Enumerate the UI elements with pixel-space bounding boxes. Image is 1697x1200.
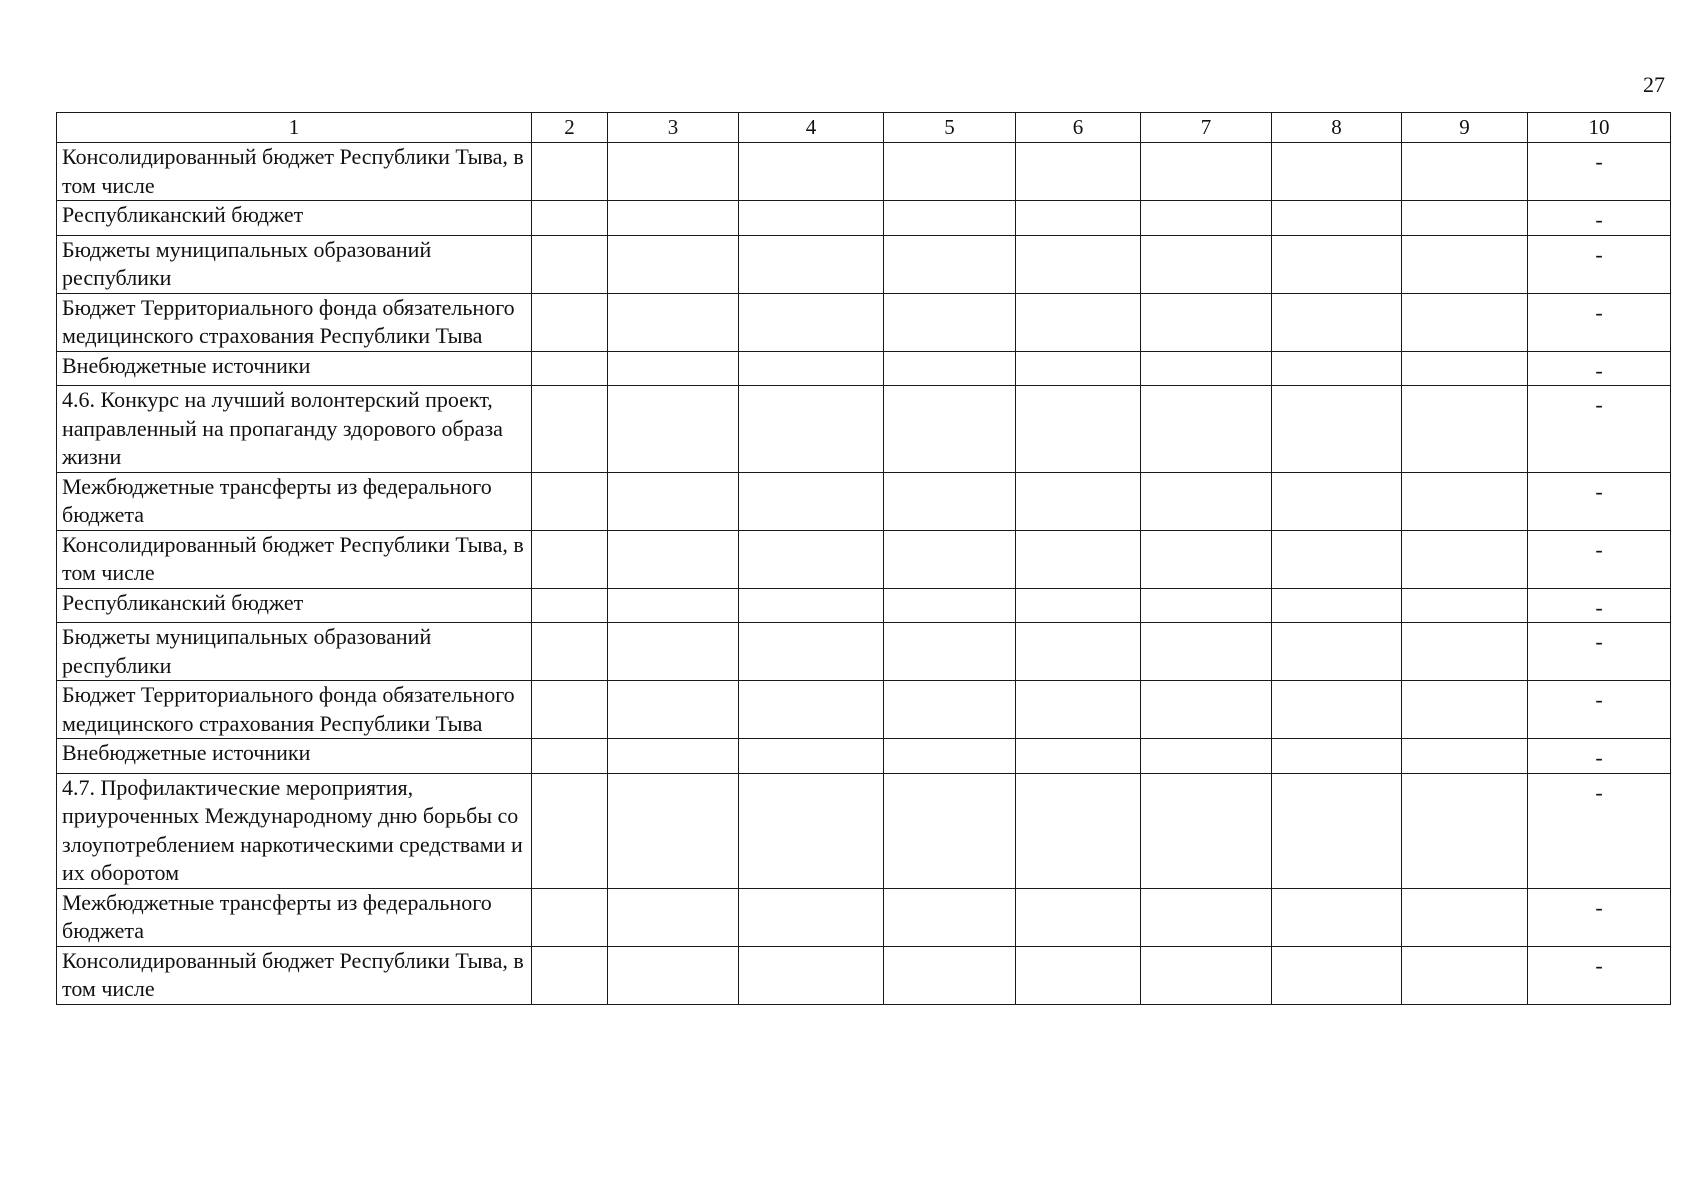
empty-cell bbox=[884, 623, 1016, 681]
empty-cell bbox=[532, 386, 608, 473]
column-10-value: - bbox=[1528, 530, 1671, 588]
empty-cell bbox=[1272, 773, 1402, 888]
empty-cell bbox=[739, 530, 884, 588]
column-10-value: - bbox=[1528, 588, 1671, 623]
empty-cell bbox=[1141, 739, 1272, 774]
column-10-value: - bbox=[1528, 888, 1671, 946]
column-10-value: - bbox=[1528, 739, 1671, 774]
column-header-4: 4 bbox=[739, 113, 884, 143]
empty-cell bbox=[608, 888, 739, 946]
empty-cell bbox=[884, 588, 1016, 623]
empty-cell bbox=[1272, 588, 1402, 623]
empty-cell bbox=[1141, 143, 1272, 201]
empty-cell bbox=[1272, 623, 1402, 681]
empty-cell bbox=[1272, 946, 1402, 1004]
empty-cell bbox=[739, 293, 884, 351]
row-label: Консолидированный бюджет Республики Тыва, в том числе bbox=[57, 946, 532, 1004]
row-label: Бюджеты муниципальных образований республики bbox=[57, 235, 532, 293]
empty-cell bbox=[739, 681, 884, 739]
empty-cell bbox=[1402, 739, 1528, 774]
row-label: 4.7. Профилактические мероприятия, приуроченных Международному дню борьбы со злоупотреблением наркотическими средствами и их оборотом bbox=[57, 773, 532, 888]
column-10-value: - bbox=[1528, 472, 1671, 530]
empty-cell bbox=[1402, 472, 1528, 530]
table-row bbox=[57, 143, 1671, 201]
empty-cell bbox=[1272, 681, 1402, 739]
column-header-10: 10 bbox=[1528, 113, 1671, 143]
row-label: Консолидированный бюджет Республики Тыва, в том числе bbox=[57, 530, 532, 588]
table-row bbox=[57, 681, 1671, 739]
empty-cell bbox=[739, 623, 884, 681]
empty-cell bbox=[532, 946, 608, 1004]
empty-cell bbox=[1016, 201, 1141, 236]
empty-cell bbox=[1016, 588, 1141, 623]
empty-cell bbox=[532, 530, 608, 588]
column-10-value: - bbox=[1528, 201, 1671, 236]
empty-cell bbox=[608, 143, 739, 201]
empty-cell bbox=[532, 143, 608, 201]
empty-cell bbox=[532, 681, 608, 739]
empty-cell bbox=[1141, 351, 1272, 386]
column-10-value: - bbox=[1528, 386, 1671, 473]
empty-cell bbox=[1141, 201, 1272, 236]
empty-cell bbox=[884, 773, 1016, 888]
empty-cell bbox=[1402, 623, 1528, 681]
row-label: Внебюджетные источники bbox=[57, 739, 532, 774]
row-label: Бюджет Территориального фонда обязательного медицинского страхования Республики Тыва bbox=[57, 293, 532, 351]
empty-cell bbox=[1272, 739, 1402, 774]
empty-cell bbox=[1272, 530, 1402, 588]
empty-cell bbox=[1141, 588, 1272, 623]
header-row bbox=[57, 113, 1671, 143]
empty-cell bbox=[884, 293, 1016, 351]
column-10-value: - bbox=[1528, 235, 1671, 293]
empty-cell bbox=[1016, 351, 1141, 386]
empty-cell bbox=[739, 201, 884, 236]
empty-cell bbox=[884, 235, 1016, 293]
column-header-8: 8 bbox=[1272, 113, 1402, 143]
column-10-value: - bbox=[1528, 351, 1671, 386]
empty-cell bbox=[532, 588, 608, 623]
empty-cell bbox=[1016, 681, 1141, 739]
table-row bbox=[57, 235, 1671, 293]
empty-cell bbox=[739, 739, 884, 774]
table-row bbox=[57, 588, 1671, 623]
empty-cell bbox=[1141, 623, 1272, 681]
empty-cell bbox=[608, 472, 739, 530]
table-row bbox=[57, 201, 1671, 236]
column-header-3: 3 bbox=[608, 113, 739, 143]
row-label: Бюджеты муниципальных образований республики bbox=[57, 623, 532, 681]
empty-cell bbox=[1402, 351, 1528, 386]
empty-cell bbox=[739, 235, 884, 293]
column-10-value: - bbox=[1528, 946, 1671, 1004]
column-header-6: 6 bbox=[1016, 113, 1141, 143]
empty-cell bbox=[1016, 143, 1141, 201]
empty-cell bbox=[884, 888, 1016, 946]
empty-cell bbox=[1141, 946, 1272, 1004]
empty-cell bbox=[608, 773, 739, 888]
empty-cell bbox=[739, 143, 884, 201]
empty-cell bbox=[532, 293, 608, 351]
table-row bbox=[57, 530, 1671, 588]
empty-cell bbox=[532, 472, 608, 530]
empty-cell bbox=[1141, 472, 1272, 530]
empty-cell bbox=[1016, 773, 1141, 888]
empty-cell bbox=[1016, 472, 1141, 530]
empty-cell bbox=[1016, 386, 1141, 473]
column-header-5: 5 bbox=[884, 113, 1016, 143]
empty-cell bbox=[608, 201, 739, 236]
empty-cell bbox=[739, 472, 884, 530]
empty-cell bbox=[1141, 681, 1272, 739]
column-header-1: 1 bbox=[57, 113, 532, 143]
column-10-value: - bbox=[1528, 681, 1671, 739]
empty-cell bbox=[739, 888, 884, 946]
empty-cell bbox=[608, 351, 739, 386]
empty-cell bbox=[532, 235, 608, 293]
empty-cell bbox=[608, 623, 739, 681]
empty-cell bbox=[1272, 351, 1402, 386]
empty-cell bbox=[884, 946, 1016, 1004]
empty-cell bbox=[1016, 888, 1141, 946]
empty-cell bbox=[1402, 386, 1528, 473]
empty-cell bbox=[532, 739, 608, 774]
table-row bbox=[57, 293, 1671, 351]
empty-cell bbox=[739, 386, 884, 473]
empty-cell bbox=[739, 588, 884, 623]
empty-cell bbox=[1272, 293, 1402, 351]
empty-cell bbox=[1016, 235, 1141, 293]
empty-cell bbox=[1402, 293, 1528, 351]
empty-cell bbox=[1016, 293, 1141, 351]
empty-cell bbox=[884, 739, 1016, 774]
row-label: Республиканский бюджет bbox=[57, 201, 532, 236]
table-row bbox=[57, 739, 1671, 774]
empty-cell bbox=[1402, 773, 1528, 888]
empty-cell bbox=[532, 351, 608, 386]
empty-cell bbox=[1402, 530, 1528, 588]
empty-cell bbox=[1141, 386, 1272, 473]
empty-cell bbox=[1272, 472, 1402, 530]
empty-cell bbox=[532, 623, 608, 681]
empty-cell bbox=[532, 773, 608, 888]
empty-cell bbox=[1402, 681, 1528, 739]
empty-cell bbox=[1141, 888, 1272, 946]
table-row bbox=[57, 386, 1671, 473]
table-body bbox=[57, 143, 1671, 1005]
empty-cell bbox=[739, 946, 884, 1004]
empty-cell bbox=[1402, 946, 1528, 1004]
column-header-9: 9 bbox=[1402, 113, 1528, 143]
column-header-2: 2 bbox=[532, 113, 608, 143]
empty-cell bbox=[608, 235, 739, 293]
empty-cell bbox=[1016, 623, 1141, 681]
budget-table bbox=[56, 112, 1671, 1005]
empty-cell bbox=[608, 739, 739, 774]
table-row bbox=[57, 888, 1671, 946]
column-header-7: 7 bbox=[1141, 113, 1272, 143]
table-row bbox=[57, 623, 1671, 681]
empty-cell bbox=[1272, 888, 1402, 946]
empty-cell bbox=[532, 201, 608, 236]
table-row bbox=[57, 351, 1671, 386]
empty-cell bbox=[1272, 201, 1402, 236]
empty-cell bbox=[1402, 201, 1528, 236]
empty-cell bbox=[1402, 235, 1528, 293]
empty-cell bbox=[532, 888, 608, 946]
empty-cell bbox=[884, 143, 1016, 201]
empty-cell bbox=[884, 386, 1016, 473]
column-10-value: - bbox=[1528, 143, 1671, 201]
empty-cell bbox=[1272, 235, 1402, 293]
empty-cell bbox=[608, 588, 739, 623]
empty-cell bbox=[608, 946, 739, 1004]
empty-cell bbox=[1272, 143, 1402, 201]
table-row bbox=[57, 773, 1671, 888]
column-10-value: - bbox=[1528, 293, 1671, 351]
empty-cell bbox=[884, 681, 1016, 739]
empty-cell bbox=[1016, 739, 1141, 774]
empty-cell bbox=[739, 773, 884, 888]
row-label: Бюджет Территориального фонда обязательного медицинского страхования Республики Тыва bbox=[57, 681, 532, 739]
empty-cell bbox=[1016, 530, 1141, 588]
empty-cell bbox=[884, 530, 1016, 588]
empty-cell bbox=[1141, 235, 1272, 293]
table-row bbox=[57, 472, 1671, 530]
empty-cell bbox=[608, 530, 739, 588]
empty-cell bbox=[1016, 946, 1141, 1004]
empty-cell bbox=[608, 293, 739, 351]
row-label: Межбюджетные трансферты из федерального бюджета bbox=[57, 472, 532, 530]
row-label: 4.6. Конкурс на лучший волонтерский проект, направленный на пропаганду здорового образа жизни bbox=[57, 386, 532, 473]
empty-cell bbox=[1402, 588, 1528, 623]
empty-cell bbox=[1141, 773, 1272, 888]
empty-cell bbox=[608, 386, 739, 473]
empty-cell bbox=[1141, 530, 1272, 588]
row-label: Консолидированный бюджет Республики Тыва, в том числе bbox=[57, 143, 532, 201]
empty-cell bbox=[1402, 143, 1528, 201]
page-number: 27 bbox=[1643, 72, 1665, 97]
empty-cell bbox=[884, 201, 1016, 236]
row-label: Республиканский бюджет bbox=[57, 588, 532, 623]
table-row bbox=[57, 946, 1671, 1004]
empty-cell bbox=[1272, 386, 1402, 473]
empty-cell bbox=[739, 351, 884, 386]
empty-cell bbox=[608, 681, 739, 739]
empty-cell bbox=[1141, 293, 1272, 351]
column-10-value: - bbox=[1528, 773, 1671, 888]
column-10-value: - bbox=[1528, 623, 1671, 681]
empty-cell bbox=[1402, 888, 1528, 946]
empty-cell bbox=[884, 351, 1016, 386]
empty-cell bbox=[884, 472, 1016, 530]
row-label: Внебюджетные источники bbox=[57, 351, 532, 386]
row-label: Межбюджетные трансферты из федерального бюджета bbox=[57, 888, 532, 946]
